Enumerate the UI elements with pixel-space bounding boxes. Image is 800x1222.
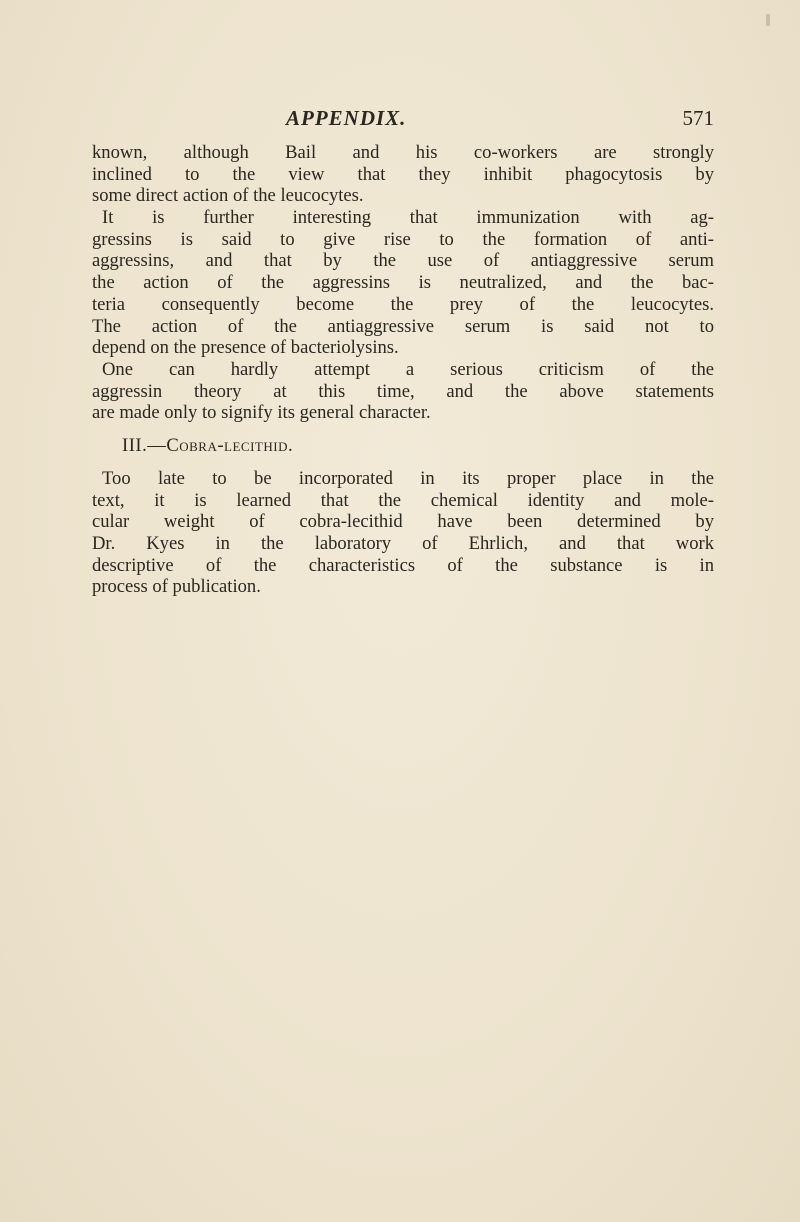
text-line: known, although Bail and his co-workers are strongly: [92, 142, 714, 163]
paragraph-1: [92, 142, 714, 207]
text-line: aggressins, and that by the use of antiaggressive serum: [92, 250, 714, 272]
section-heading: III.—Cobra-lecithid.: [122, 434, 294, 456]
text-line: One can hardly attempt a serious criticism of the: [102, 358, 714, 380]
paragraph-2: [92, 207, 714, 359]
page-mark: [766, 14, 770, 26]
paragraph-4: [92, 468, 714, 598]
text-line: cular weight of cobra-lecithid have been determined by: [92, 511, 714, 533]
text-line: process of publication.: [92, 576, 261, 598]
text-line: inclined to the view that they inhibit phagocytosis by: [92, 163, 714, 185]
text-line: The action of the antiaggressive serum is said not to: [92, 315, 714, 337]
page-number: 571: [682, 106, 714, 130]
running-head: [92, 106, 714, 136]
paragraph-3: [92, 359, 714, 424]
page-body: [92, 142, 714, 598]
text-line: Too late to be incorporated in its proper place in the: [102, 467, 714, 489]
text-line: Dr. Kyes in the laboratory of Ehrlich, and that work: [92, 533, 714, 554]
running-title: APPENDIX.: [286, 106, 407, 130]
text-line: depend on the presence of bacteriolysins.: [92, 337, 399, 359]
text-line: teria consequently become the prey of the leucocytes.: [92, 293, 714, 315]
text-line: text, it is learned that the chemical identity and mole-: [92, 489, 714, 511]
text-line: It is further interesting that immunization with ag-: [102, 207, 714, 229]
text-line: aggressin theory at this time, and the above statements: [92, 380, 714, 402]
text-line: are made only to signify its general character.: [92, 402, 431, 424]
text-line: the action of the aggressins is neutralized, and the bac-: [92, 272, 714, 294]
text-line: some direct action of the leucocytes.: [92, 185, 364, 207]
text-line: gressins is said to give rise to the formation of anti-: [92, 228, 714, 250]
text-line: descriptive of the characteristics of the substance is in: [92, 554, 714, 576]
